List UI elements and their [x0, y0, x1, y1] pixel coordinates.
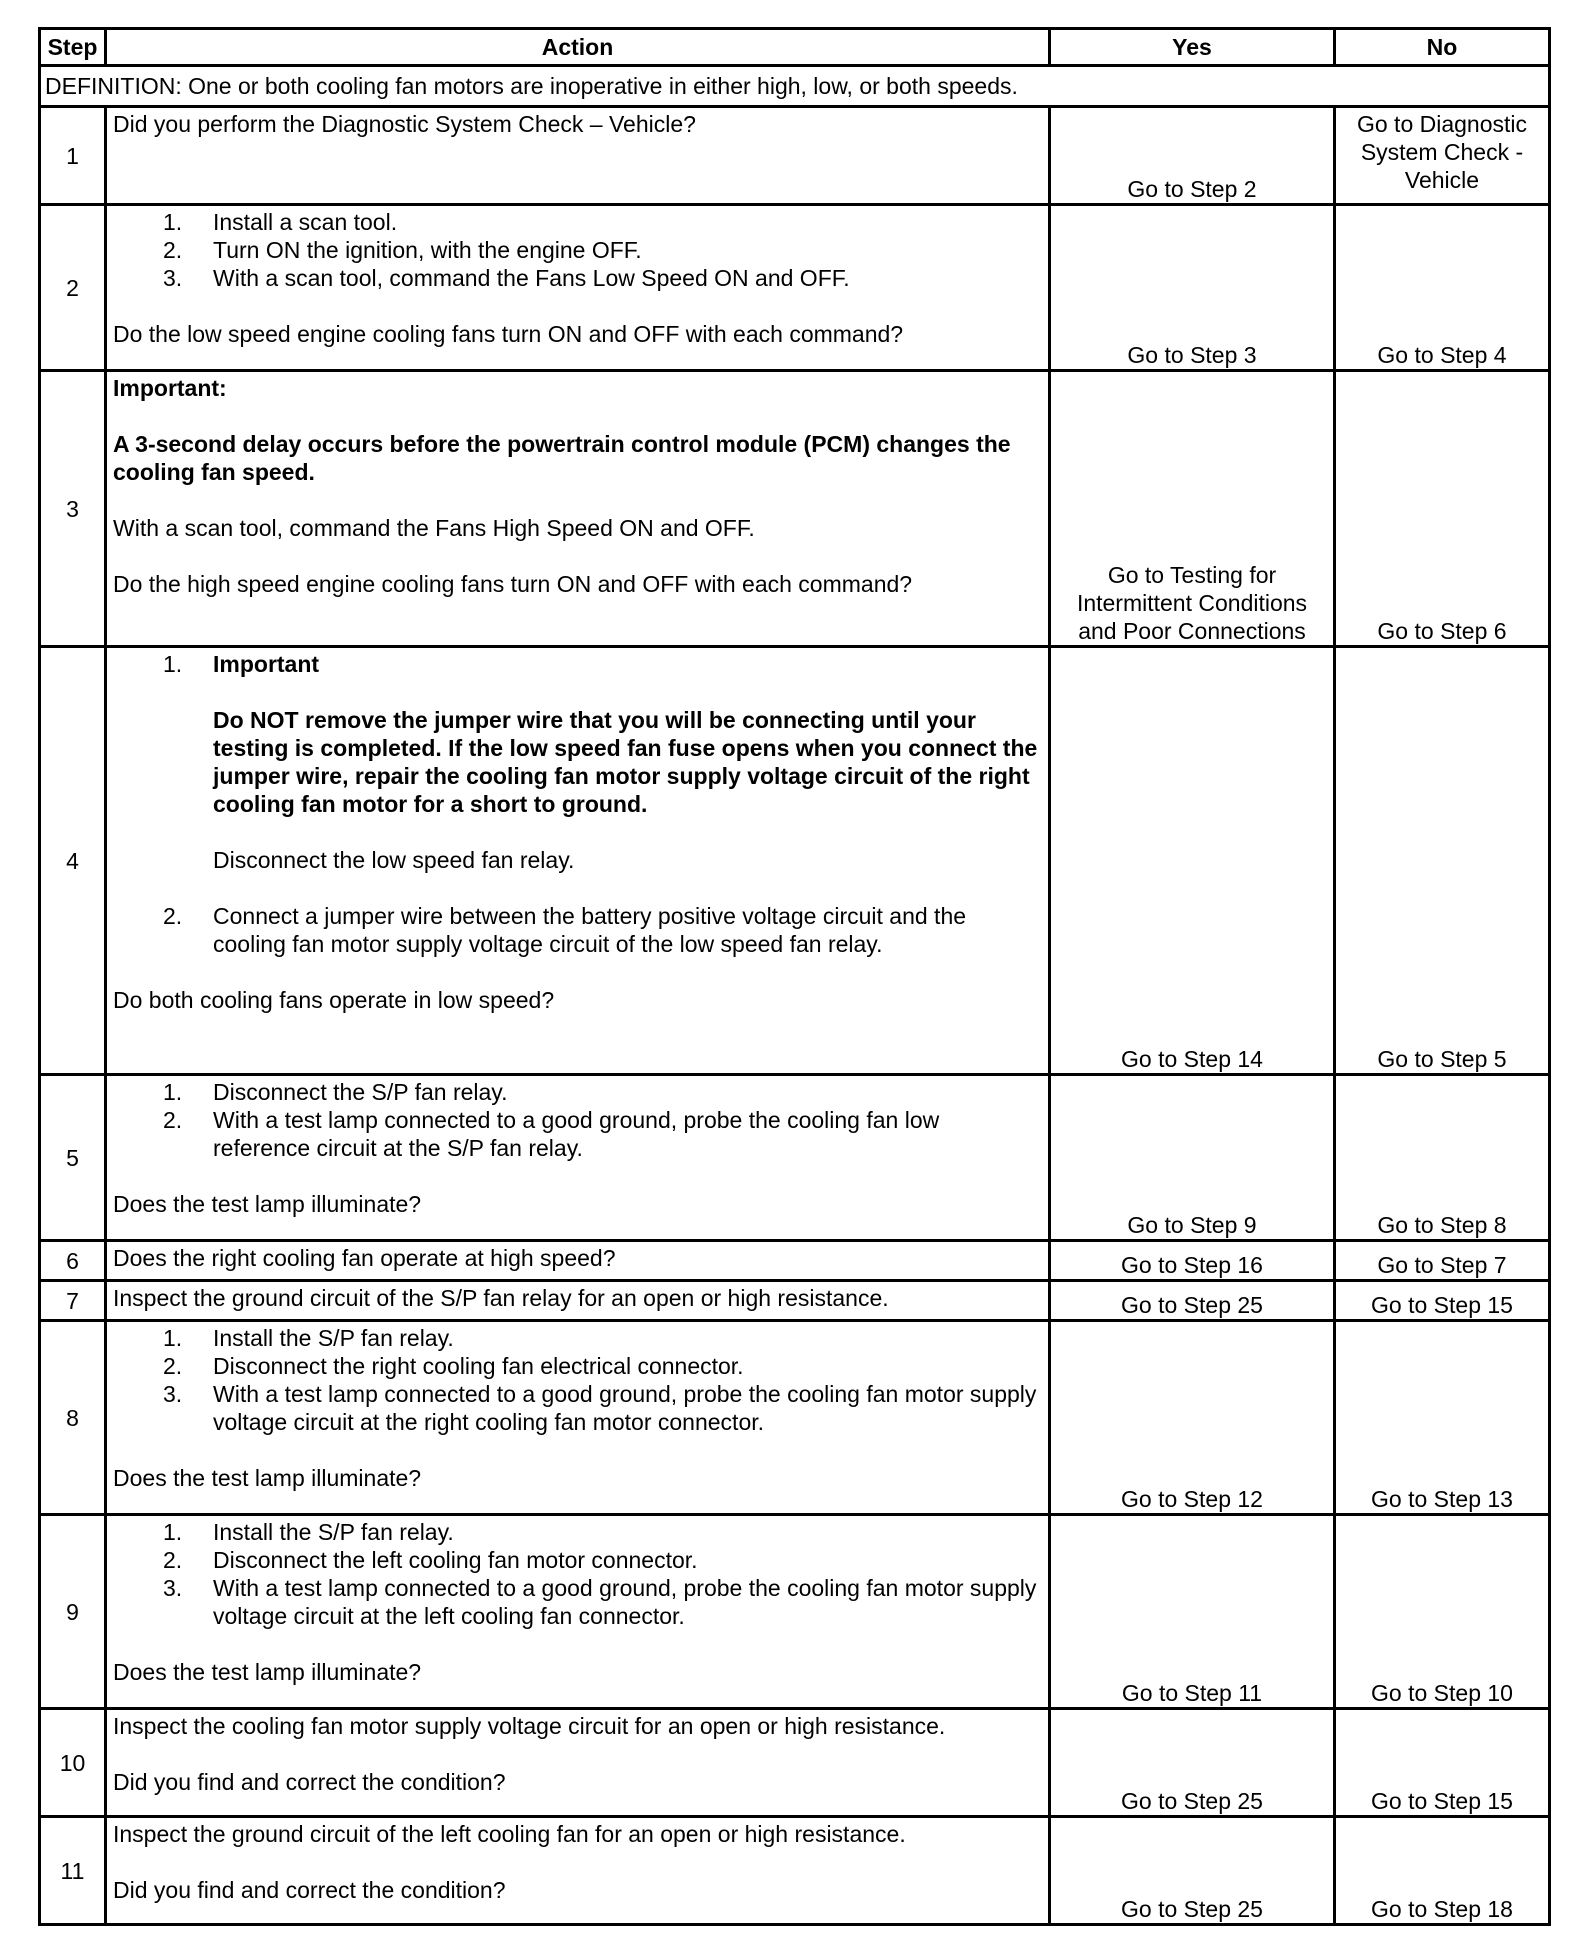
step-list — [113, 650, 1042, 958]
yes-link: Go to Step 11 — [1050, 1515, 1335, 1709]
yes-link: Go to Step 16 — [1050, 1241, 1335, 1281]
list-item — [113, 1380, 1042, 1436]
header-step: Step — [40, 29, 106, 66]
step-action — [106, 1709, 1050, 1817]
list-number: 1. — [163, 651, 183, 677]
step-question: Do the low speed engine cooling fans turn ON and OFF with each command? — [113, 321, 904, 347]
yes-link: Go to Testing for Intermittent Conditions and Poor Connections — [1050, 371, 1335, 647]
no-link: Go to Step 5 — [1335, 647, 1550, 1075]
list-number: 2. — [163, 903, 183, 929]
important-heading: Important — [213, 651, 320, 677]
table-row — [40, 1321, 1550, 1515]
list-item-text: With a test lamp connected to a good ground, probe the cooling fan low reference circuit at the S/P fan relay. — [213, 1107, 940, 1161]
no-link: Go to Step 15 — [1335, 1281, 1550, 1321]
table-row — [40, 1281, 1550, 1321]
step-number: 6 — [40, 1241, 106, 1281]
step-number: 3 — [40, 371, 106, 647]
no-link: Go to Step 8 — [1335, 1075, 1550, 1241]
yes-link: Go to Step 25 — [1050, 1709, 1335, 1817]
step-number: 5 — [40, 1075, 106, 1241]
step-number: 9 — [40, 1515, 106, 1709]
step-number: 2 — [40, 205, 106, 371]
list-number: 2. — [163, 1107, 183, 1133]
table-row — [40, 1817, 1550, 1925]
no-link: Go to Step 13 — [1335, 1321, 1550, 1515]
yes-link: Go to Step 25 — [1050, 1281, 1335, 1321]
list-item — [113, 902, 1042, 958]
table-row — [40, 371, 1550, 647]
header-no: No — [1335, 29, 1550, 66]
yes-link: Go to Step 12 — [1050, 1321, 1335, 1515]
yes-link: Go to Step 2 — [1050, 107, 1335, 205]
step-question: Did you perform the Diagnostic System Check – Vehicle? — [113, 111, 696, 137]
step-number: 7 — [40, 1281, 106, 1321]
list-number: 2. — [163, 237, 183, 263]
yes-link: Go to Step 9 — [1050, 1075, 1335, 1241]
step-action — [106, 1321, 1050, 1515]
step-instruction: With a scan tool, command the Fans High Speed ON and OFF. — [113, 515, 755, 541]
list-number: 1. — [163, 1079, 183, 1105]
step-list — [113, 1324, 1042, 1436]
list-item-text: Disconnect the low speed fan relay. — [213, 847, 575, 873]
list-item-text: Install the S/P fan relay. — [213, 1325, 454, 1351]
list-item — [113, 1574, 1042, 1630]
definition-text: DEFINITION: One or both cooling fan motors are inoperative in either high, low, or both speeds. — [40, 66, 1550, 107]
step-number: 1 — [40, 107, 106, 205]
list-item — [113, 208, 1042, 236]
step-question: Do both cooling fans operate in low speed? — [113, 987, 555, 1013]
list-item — [113, 650, 1042, 874]
definition-row — [40, 66, 1550, 107]
step-action — [106, 1515, 1050, 1709]
list-item-text: Disconnect the right cooling fan electrical connector. — [213, 1353, 744, 1379]
step-number: 8 — [40, 1321, 106, 1515]
step-question: Inspect the ground circuit of the S/P fan relay for an open or high resistance. — [113, 1285, 889, 1311]
list-item — [113, 1106, 1042, 1162]
step-action — [106, 205, 1050, 371]
list-number: 3. — [163, 265, 183, 291]
list-item-text: With a test lamp connected to a good ground, probe the cooling fan motor supply voltage circuit at the right cooling fan motor connector. — [213, 1381, 1037, 1435]
list-number: 3. — [163, 1575, 183, 1601]
table-row — [40, 1515, 1550, 1709]
list-item — [113, 1546, 1042, 1574]
no-link: Go to Diagnostic System Check - Vehicle — [1335, 107, 1550, 205]
list-item-text: Connect a jumper wire between the battery positive voltage circuit and the cooling fan motor supply voltage circuit of the low speed fan relay. — [213, 903, 967, 957]
list-number: 1. — [163, 1325, 183, 1351]
list-item — [113, 1518, 1042, 1546]
diagnostic-table — [38, 27, 1551, 1926]
list-item-text: With a scan tool, command the Fans Low Speed ON and OFF. — [213, 265, 850, 291]
step-question: Does the test lamp illuminate? — [113, 1465, 422, 1491]
step-action — [106, 1241, 1050, 1281]
step-action — [106, 647, 1050, 1075]
step-question: Does the right cooling fan operate at high speed? — [113, 1245, 616, 1271]
step-action — [106, 1281, 1050, 1321]
step-action — [106, 1817, 1050, 1925]
list-item — [113, 264, 1042, 292]
step-question: Does the test lamp illuminate? — [113, 1191, 422, 1217]
important-heading: Important: — [113, 375, 227, 401]
no-link: Go to Step 10 — [1335, 1515, 1550, 1709]
step-question: Does the test lamp illuminate? — [113, 1659, 422, 1685]
list-item — [113, 1078, 1042, 1106]
header-action: Action — [106, 29, 1050, 66]
no-link: Go to Step 18 — [1335, 1817, 1550, 1925]
table-row — [40, 1075, 1550, 1241]
list-number: 2. — [163, 1353, 183, 1379]
yes-link: Go to Step 25 — [1050, 1817, 1335, 1925]
important-text: Do NOT remove the jumper wire that you will be connecting until your testing is completed. If the low speed fan fuse opens when you connect the jumper wire, repair the cooling fan motor supply voltage circuit of the right cooling fan motor for a short to ground. — [213, 707, 1038, 817]
step-list — [113, 208, 1042, 292]
list-number: 1. — [163, 1519, 183, 1545]
yes-link: Go to Step 14 — [1050, 647, 1335, 1075]
step-list — [113, 1518, 1042, 1630]
step-instruction: Inspect the cooling fan motor supply voltage circuit for an open or high resistance. — [113, 1713, 946, 1739]
step-action — [106, 107, 1050, 205]
step-number: 4 — [40, 647, 106, 1075]
list-item-text: Disconnect the S/P fan relay. — [213, 1079, 508, 1105]
list-number: 3. — [163, 1381, 183, 1407]
list-item-text: Turn ON the ignition, with the engine OFF. — [213, 237, 642, 263]
step-number: 10 — [40, 1709, 106, 1817]
step-list — [113, 1078, 1042, 1162]
list-item-text: Install the S/P fan relay. — [213, 1519, 454, 1545]
list-item — [113, 236, 1042, 264]
list-number: 1. — [163, 209, 183, 235]
step-number: 11 — [40, 1817, 106, 1925]
no-link: Go to Step 7 — [1335, 1241, 1550, 1281]
step-question: Do the high speed engine cooling fans turn ON and OFF with each command? — [113, 571, 913, 597]
list-item — [113, 1352, 1042, 1380]
header-row — [40, 29, 1550, 66]
table-row — [40, 1709, 1550, 1817]
list-item-text: Install a scan tool. — [213, 209, 398, 235]
table-row — [40, 205, 1550, 371]
table-row — [40, 647, 1550, 1075]
header-yes: Yes — [1050, 29, 1335, 66]
yes-link: Go to Step 3 — [1050, 205, 1335, 371]
table-row — [40, 1241, 1550, 1281]
list-number: 2. — [163, 1547, 183, 1573]
step-question: Did you find and correct the condition? — [113, 1769, 506, 1795]
list-item — [113, 1324, 1042, 1352]
step-instruction: Inspect the ground circuit of the left cooling fan for an open or high resistance. — [113, 1821, 906, 1847]
no-link: Go to Step 6 — [1335, 371, 1550, 647]
no-link: Go to Step 4 — [1335, 205, 1550, 371]
list-item-text: Disconnect the left cooling fan motor connector. — [213, 1547, 698, 1573]
table-row — [40, 107, 1550, 205]
no-link: Go to Step 15 — [1335, 1709, 1550, 1817]
important-text: A 3-second delay occurs before the powertrain control module (PCM) changes the cooling fan speed. — [113, 431, 1011, 485]
list-item-text: With a test lamp connected to a good ground, probe the cooling fan motor supply voltage circuit at the left cooling fan connector. — [213, 1575, 1037, 1629]
step-action — [106, 371, 1050, 647]
step-action — [106, 1075, 1050, 1241]
step-question: Did you find and correct the condition? — [113, 1877, 506, 1903]
diagnostic-table-container — [38, 27, 1548, 1926]
